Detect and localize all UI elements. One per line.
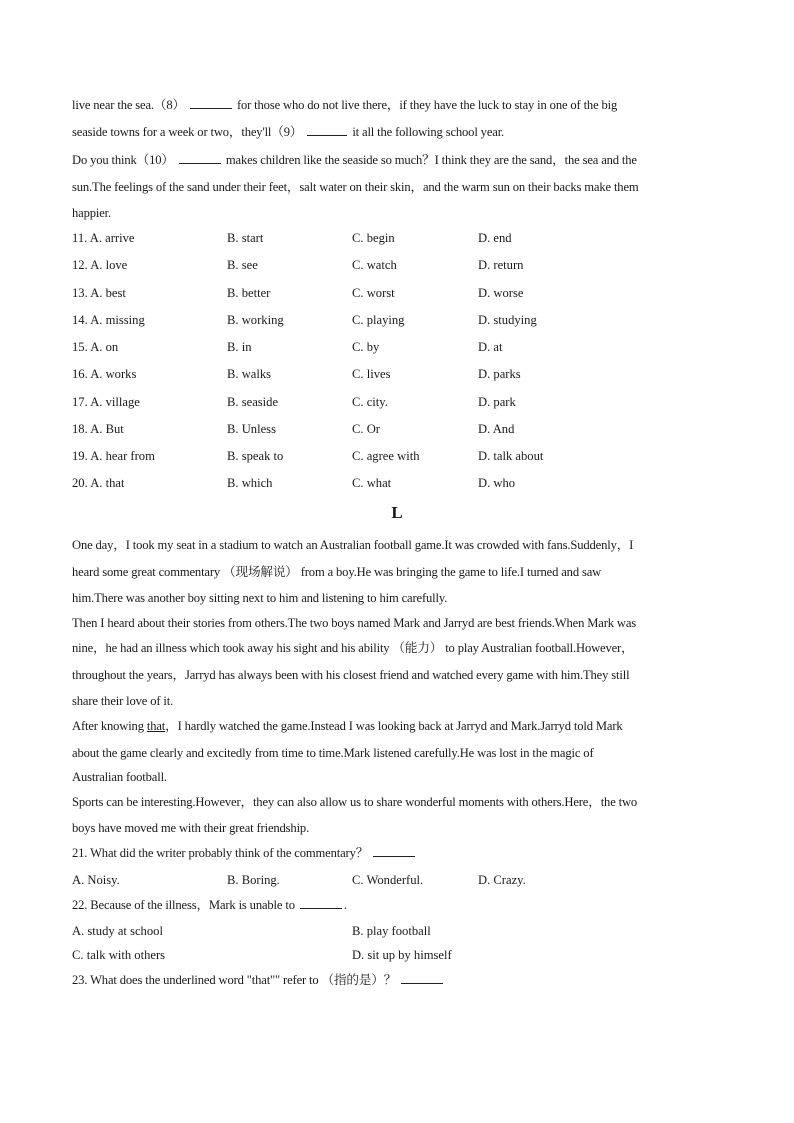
passage-line: Australian football. xyxy=(72,770,167,784)
text: for those who do not live there，if they have the luck to stay in one of the big xyxy=(236,98,618,112)
section-heading: L xyxy=(391,503,403,522)
answer-blank-21[interactable] xyxy=(373,842,415,857)
question-14 xyxy=(72,307,732,334)
option-a[interactable]: 13. A. best xyxy=(72,286,126,300)
option-d[interactable]: D. sit up by himself xyxy=(352,948,452,962)
text: . xyxy=(343,898,347,912)
question-18 xyxy=(72,416,732,443)
option-b[interactable]: B. walks xyxy=(227,367,272,381)
question-15 xyxy=(72,334,732,361)
passage-line: heard some great commentary （现场解说） from a boy.He was bringing the game to life.I turned and saw xyxy=(72,565,602,579)
option-c[interactable]: C. begin xyxy=(352,231,395,245)
passage-line: One day，I took my seat in a stadium to watch an Australian football game.It was crowded with fans.Suddenly，I xyxy=(72,538,634,552)
text: 23. What does the underlined word "that"" refer to （指的是）？ xyxy=(72,973,397,987)
passage-line: share their love of it. xyxy=(72,694,174,708)
passage-line: boys have moved me with their great friendship. xyxy=(72,821,310,835)
question-19 xyxy=(72,443,732,470)
answer-blank-9[interactable] xyxy=(307,121,347,136)
question-17 xyxy=(72,389,732,416)
option-a[interactable]: 20. A. that xyxy=(72,476,125,490)
text: seaside towns for a week or two，they'll（9） xyxy=(72,125,303,139)
option-a[interactable]: 17. A. village xyxy=(72,395,140,409)
passage-line: him.There was another boy sitting next to him and listening to him carefully. xyxy=(72,591,448,605)
passage-line xyxy=(72,713,732,740)
option-d[interactable]: D. at xyxy=(478,340,503,354)
question-11 xyxy=(72,225,732,252)
text: Do you think（10） xyxy=(72,153,174,167)
passage-line: sun.The feelings of the sand under their feet，salt water on their skin，and the warm sun on their backs make them xyxy=(72,180,639,194)
option-b[interactable]: B. Boring. xyxy=(227,873,280,887)
option-d[interactable]: D. worse xyxy=(478,286,524,300)
option-c[interactable]: C. Wonderful. xyxy=(352,873,424,887)
option-b[interactable]: B. Unless xyxy=(227,422,276,436)
option-c[interactable]: C. Or xyxy=(352,422,380,436)
passage-line xyxy=(72,119,732,146)
option-d[interactable]: D. who xyxy=(478,476,516,490)
option-c[interactable]: C. watch xyxy=(352,258,397,272)
passage-line: about the game clearly and excitedly from time to time.Mark listened carefully.He was lost in the magic of xyxy=(72,746,594,760)
question-16 xyxy=(72,361,732,388)
option-c[interactable]: C. city. xyxy=(352,395,388,409)
option-c[interactable]: C. worst xyxy=(352,286,395,300)
option-c[interactable]: C. talk with others xyxy=(72,948,166,962)
question-21-options xyxy=(72,867,732,894)
passage-line: happier. xyxy=(72,206,112,220)
passage-line: Sports can be interesting.However，they can also allow us to share wonderful moments with others.Here，the two xyxy=(72,795,638,809)
option-c[interactable]: C. agree with xyxy=(352,449,420,463)
question-12 xyxy=(72,252,732,279)
option-a[interactable]: 15. A. on xyxy=(72,340,119,354)
passage-line xyxy=(72,147,732,174)
underlined-word-that: that xyxy=(146,719,166,733)
option-d[interactable]: D. And xyxy=(478,422,515,436)
option-b[interactable]: B. better xyxy=(227,286,271,300)
option-a[interactable]: 16. A. works xyxy=(72,367,137,381)
option-a[interactable]: 12. A. love xyxy=(72,258,128,272)
answer-blank-23[interactable] xyxy=(401,969,443,984)
option-d[interactable]: D. talk about xyxy=(478,449,544,463)
option-a[interactable]: 18. A. But xyxy=(72,422,124,436)
question-13 xyxy=(72,280,732,307)
option-b[interactable]: B. start xyxy=(227,231,264,245)
question-22-options-row1 xyxy=(72,918,732,945)
option-d[interactable]: D. end xyxy=(478,231,512,245)
option-b[interactable]: B. in xyxy=(227,340,252,354)
option-d[interactable]: D. parks xyxy=(478,367,521,381)
passage-line xyxy=(72,92,732,119)
option-a[interactable]: A. study at school xyxy=(72,924,163,938)
option-c[interactable]: C. what xyxy=(352,476,392,490)
option-b[interactable]: B. play football xyxy=(352,924,431,938)
question-22-options-row2 xyxy=(72,942,732,969)
answer-blank-10[interactable] xyxy=(179,149,221,164)
question-21-stem xyxy=(72,840,732,867)
option-a[interactable]: 19. A. hear from xyxy=(72,449,155,463)
question-20 xyxy=(72,470,732,497)
answer-blank-8[interactable] xyxy=(190,94,232,109)
option-b[interactable]: B. which xyxy=(227,476,273,490)
option-d[interactable]: D. studying xyxy=(478,313,537,327)
option-c[interactable]: C. by xyxy=(352,340,380,354)
text: live near the sea.（8） xyxy=(72,98,185,112)
passage-line: throughout the years，Jarryd has always been with his closest friend and watched every game with him.They still xyxy=(72,668,630,682)
text: 21. What did the writer probably think of the commentary？ xyxy=(72,846,369,860)
text: it all the following school year. xyxy=(352,125,505,139)
text: 22. Because of the illness，Mark is unable to xyxy=(72,898,295,912)
question-22-stem xyxy=(72,892,732,919)
option-b[interactable]: B. seaside xyxy=(227,395,279,409)
passage-line: nine，he had an illness which took away his sight and his ability （能力） to play Australian football.However， xyxy=(72,641,634,655)
text: makes children like the seaside so much？I think they are the sand，the sea and the xyxy=(225,153,637,167)
option-a[interactable]: A. Noisy. xyxy=(72,873,120,887)
text: ，I hardly watched the game.Instead I was looking back at Jarryd and Mark.Jarryd told Mark xyxy=(165,719,623,733)
question-23-stem xyxy=(72,967,732,994)
text: After knowing xyxy=(72,719,147,733)
option-c[interactable]: C. playing xyxy=(352,313,405,327)
option-b[interactable]: B. speak to xyxy=(227,449,284,463)
option-d[interactable]: D. Crazy. xyxy=(478,873,526,887)
answer-blank-22[interactable] xyxy=(300,894,342,909)
passage-line: Then I heard about their stories from others.The two boys named Mark and Jarryd are best friends.When Mark was xyxy=(72,616,637,630)
option-a[interactable]: 11. A. arrive xyxy=(72,231,135,245)
option-b[interactable]: B. working xyxy=(227,313,284,327)
option-d[interactable]: D. return xyxy=(478,258,524,272)
option-a[interactable]: 14. A. missing xyxy=(72,313,145,327)
option-d[interactable]: D. park xyxy=(478,395,516,409)
option-c[interactable]: C. lives xyxy=(352,367,391,381)
option-b[interactable]: B. see xyxy=(227,258,258,272)
